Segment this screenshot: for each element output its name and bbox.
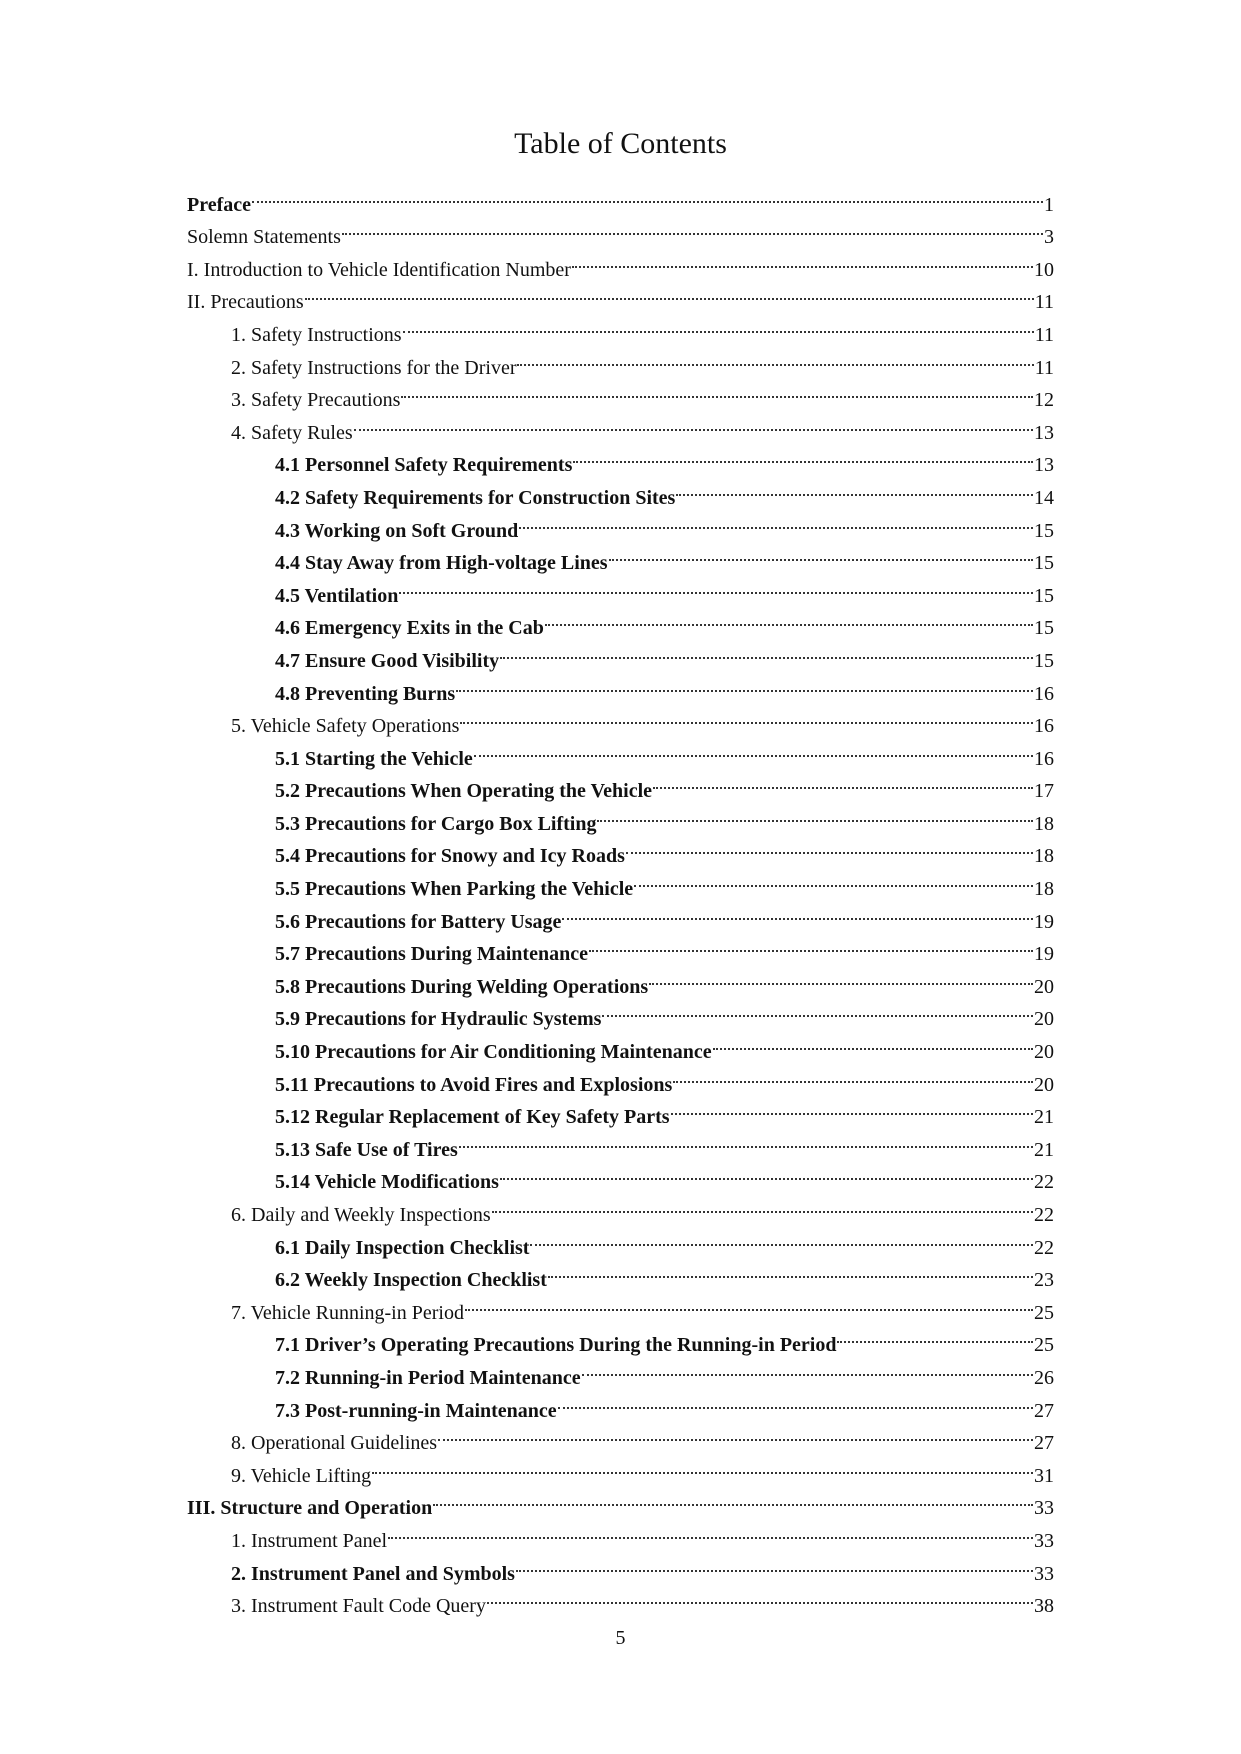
toc-entry-page-number: 27: [1034, 1399, 1054, 1422]
dot-leader: [602, 993, 1033, 1026]
dot-leader: [388, 1514, 1033, 1547]
toc-entry-label: 7.2 Running-in Period Maintenance: [275, 1366, 581, 1389]
toc-entry-label: 4.3 Working on Soft Ground: [275, 519, 519, 542]
toc-entry-page-number: 16: [1034, 747, 1054, 770]
toc-entry-label: 4.4 Stay Away from High-voltage Lines: [275, 552, 608, 575]
toc-entry[interactable]: [187, 178, 1054, 216]
dot-leader: [548, 1254, 1033, 1287]
dot-leader: [433, 1482, 1033, 1515]
toc-entry-page-number: 19: [1034, 910, 1054, 933]
dot-leader: [500, 1156, 1033, 1189]
toc-entry-label: 8. Operational Guidelines: [231, 1432, 438, 1455]
toc-entry-page-number: 31: [1034, 1464, 1054, 1487]
toc-entry-label: 6. Daily and Weekly Inspections: [231, 1204, 491, 1226]
toc-entry-page-number: 15: [1034, 649, 1054, 672]
dot-leader: [456, 667, 1033, 700]
toc-entry-page-number: 20: [1034, 1073, 1054, 1096]
toc-entry-page-number: 17: [1034, 780, 1054, 803]
toc-entry-page-number: 22: [1034, 1204, 1054, 1226]
toc-entry-page-number: 15: [1034, 584, 1054, 607]
dot-leader: [713, 1025, 1033, 1058]
toc-entry-label: 7. Vehicle Running-in Period: [231, 1301, 464, 1324]
toc-entry-page-number: 1: [1044, 193, 1054, 216]
dot-leader: [673, 1058, 1033, 1091]
dot-leader: [459, 1123, 1033, 1156]
toc-entry-label: 4.1 Personnel Safety Requirements: [275, 454, 573, 477]
toc-entry-page-number: 18: [1034, 878, 1054, 901]
toc-entry-page-number: 11: [1034, 323, 1054, 346]
toc-entry-page-number: 15: [1034, 519, 1054, 542]
page-number: 5: [615, 1627, 626, 1649]
toc-entry-label: 5.14 Vehicle Modifications: [275, 1171, 499, 1194]
dot-leader: [589, 928, 1033, 961]
toc-entry-page-number: 25: [1034, 1334, 1054, 1357]
toc-entry-page-number: 33: [1034, 1497, 1054, 1520]
toc-entry-page-number: 15: [1034, 617, 1054, 640]
toc-entry-page-number: 13: [1034, 421, 1054, 444]
toc-entry-label: 4.8 Preventing Burns: [275, 682, 456, 705]
toc-entry-page-number: 3: [1044, 226, 1054, 249]
toc-entry-label: 5.2 Precautions When Operating the Vehicle: [275, 780, 653, 803]
dot-leader: [609, 537, 1033, 570]
toc-entry-label: 7.3 Post-running-in Maintenance: [275, 1399, 557, 1422]
toc-entry[interactable]: [187, 276, 1054, 314]
toc-entry-label: 6.1 Daily Inspection Checklist: [275, 1236, 530, 1259]
table-of-contents: [187, 178, 1054, 1618]
toc-entry-page-number: 18: [1034, 812, 1054, 835]
dot-leader: [500, 634, 1033, 667]
dot-leader: [492, 1188, 1033, 1221]
toc-entry-page-number: 11: [1034, 291, 1054, 314]
dot-leader: [597, 797, 1033, 830]
toc-entry-label: Preface: [187, 193, 252, 216]
dot-leader: [438, 1417, 1033, 1450]
toc-entry-label: III. Structure and Operation: [187, 1497, 433, 1520]
dot-leader: [460, 700, 1033, 733]
dot-leader: [558, 1384, 1033, 1417]
toc-entry-label: II. Precautions: [187, 291, 304, 314]
toc-entry-page-number: 38: [1034, 1595, 1054, 1618]
toc-entry-label: 5.6 Precautions for Battery Usage: [275, 910, 562, 933]
dot-leader: [653, 765, 1033, 798]
dot-leader: [649, 960, 1033, 993]
toc-entry-label: 4.7 Ensure Good Visibility: [275, 649, 500, 672]
toc-entry-page-number: 10: [1034, 258, 1054, 281]
toc-entry-page-number: 16: [1034, 715, 1054, 738]
toc-entry-label: 3. Instrument Fault Code Query: [231, 1595, 486, 1618]
toc-entry-page-number: 22: [1034, 1171, 1054, 1194]
toc-entry-label: 1. Instrument Panel: [231, 1529, 388, 1552]
toc-entry-label: 5.11 Precautions to Avoid Fires and Explosions: [275, 1073, 673, 1096]
dot-leader: [465, 1286, 1033, 1319]
toc-entry-label: 5.8 Precautions During Welding Operations: [275, 975, 649, 998]
toc-entry-label: 5.13 Safe Use of Tires: [275, 1138, 458, 1161]
toc-entry-label: 4.6 Emergency Exits in the Cab: [275, 617, 544, 640]
dot-leader: [401, 374, 1033, 407]
dot-leader: [399, 569, 1033, 602]
toc-entry-label: 5.12 Regular Replacement of Key Safety Parts: [275, 1106, 670, 1129]
toc-entry-label: 4. Safety Rules: [231, 421, 353, 444]
page-title: Table of Contents: [514, 127, 727, 160]
toc-entry-label: 4.2 Safety Requirements for Construction Sites: [275, 486, 676, 509]
dot-leader: [671, 1091, 1033, 1124]
toc-entry-label: 5.1 Starting the Vehicle: [275, 747, 473, 770]
dot-leader: [354, 406, 1033, 439]
toc-entry-label: 5.7 Precautions During Maintenance: [275, 943, 588, 966]
toc-entry-page-number: 15: [1034, 552, 1054, 575]
dot-leader: [305, 276, 1034, 309]
dot-leader: [519, 504, 1033, 537]
toc-entry-page-number: 22: [1034, 1236, 1054, 1259]
toc-entry-page-number: 20: [1034, 975, 1054, 998]
toc-entry-page-number: 33: [1034, 1529, 1054, 1552]
toc-entry-page-number: 26: [1034, 1366, 1054, 1389]
toc-entry-page-number: 20: [1034, 1041, 1054, 1064]
dot-leader: [252, 178, 1043, 211]
toc-entry-page-number: 25: [1034, 1301, 1054, 1324]
toc-entry-label: 5.10 Precautions for Air Conditioning Maintenance: [275, 1041, 712, 1064]
dot-leader: [572, 243, 1033, 276]
dot-leader: [403, 308, 1034, 341]
dot-leader: [487, 1580, 1033, 1613]
dot-leader: [517, 341, 1033, 374]
toc-entry-page-number: 20: [1034, 1008, 1054, 1031]
toc-entry-label: 5.5 Precautions When Parking the Vehicle: [275, 878, 634, 901]
dot-leader: [372, 1449, 1033, 1482]
toc-entry-page-number: 11: [1034, 356, 1054, 379]
toc-entry-label: 2. Instrument Panel and Symbols: [231, 1562, 515, 1585]
dot-leader: [530, 1221, 1033, 1254]
toc-entry-label: 2. Safety Instructions for the Driver: [231, 356, 517, 379]
dot-leader: [474, 732, 1033, 765]
dot-leader: [562, 895, 1033, 928]
toc-entry[interactable]: [187, 308, 1054, 346]
toc-entry-label: 5.4 Precautions for Snowy and Icy Roads: [275, 845, 625, 868]
dot-leader: [626, 830, 1033, 863]
toc-entry-label: 6.2 Weekly Inspection Checklist: [275, 1269, 547, 1292]
toc-entry-label: 4.5 Ventilation: [275, 584, 399, 607]
toc-entry-label: 3. Safety Precautions: [231, 389, 401, 412]
toc-entry-label: Solemn Statements: [187, 226, 341, 249]
toc-entry-page-number: 14: [1034, 486, 1054, 509]
dot-leader: [545, 602, 1033, 635]
toc-entry-label: 5.3 Precautions for Cargo Box Lifting: [275, 812, 597, 835]
toc-entry-page-number: 33: [1034, 1562, 1054, 1585]
dot-leader: [516, 1547, 1033, 1580]
toc-entry[interactable]: [187, 211, 1054, 249]
dot-leader: [634, 862, 1033, 895]
toc-entry-page-number: 19: [1034, 943, 1054, 966]
dot-leader: [837, 1319, 1033, 1352]
toc-entry-page-number: 27: [1034, 1432, 1054, 1455]
toc-entry-page-number: 16: [1034, 682, 1054, 705]
toc-entry-label: 5. Vehicle Safety Operations: [231, 715, 460, 738]
toc-entry-label: I. Introduction to Vehicle Identification Number: [187, 258, 571, 281]
toc-entry-label: 1. Safety Instructions: [231, 323, 402, 346]
toc-entry-page-number: 21: [1034, 1106, 1054, 1129]
toc-entry-label: 9. Vehicle Lifting: [231, 1464, 372, 1487]
toc-entry-label: 5.9 Precautions for Hydraulic Systems: [275, 1008, 602, 1031]
dot-leader: [582, 1351, 1033, 1384]
toc-entry-page-number: 18: [1034, 845, 1054, 868]
dot-leader: [676, 471, 1033, 504]
dot-leader: [342, 211, 1043, 244]
toc-entry-page-number: 12: [1034, 389, 1054, 412]
toc-entry-page-number: 21: [1034, 1138, 1054, 1161]
toc-entry-page-number: 13: [1034, 454, 1054, 477]
toc-entry-label: 7.1 Driver’s Operating Precautions During the Running-in Period: [275, 1334, 837, 1357]
dot-leader: [573, 439, 1033, 472]
toc-entry-page-number: 23: [1034, 1269, 1054, 1292]
